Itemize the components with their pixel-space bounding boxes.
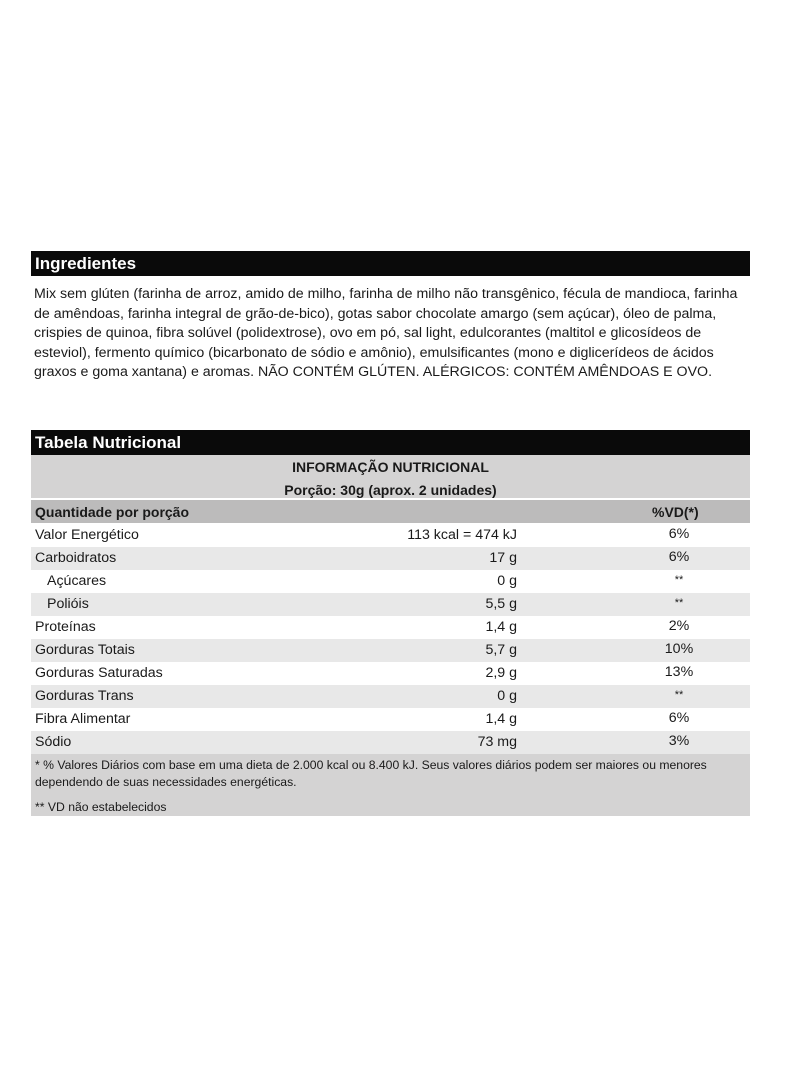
nutrient-name: Valor Energético [35,527,139,543]
nutrient-name: Carboidratos [35,550,117,566]
quantity-column-label: Quantidade por porção [35,504,190,520]
nutrient-name: Polióis [47,596,89,612]
table-row [31,570,750,593]
nutrient-amount: 5,5 g [485,596,517,612]
nutrient-amount: 73 mg [477,734,517,750]
nutrient-vd: 6% [668,710,690,726]
nutrient-amount: 1,4 g [485,711,517,727]
portion-size: Porção: 30g (aprox. 2 unidades) [284,482,497,498]
vd-column-label: %VD(*) [652,504,699,520]
footnote-daily-values: * % Valores Diários com base em uma dieta de 2.000 kcal ou 8.400 kJ. Seus valores diários podem ser maiores ou menores dependendo de suas necessidades energéticas. [35,758,707,789]
table-row [31,524,750,547]
nutrient-vd: ** [674,689,684,701]
table-row [31,547,750,570]
nutrient-vd: 6% [668,526,690,542]
nutrient-amount: 113 kcal = 474 kJ [407,527,517,543]
nutrient-vd: 10% [664,641,694,657]
nutrient-vd: ** [674,574,684,586]
footnote-vd-not-established: ** VD não estabelecidos [35,800,167,814]
nutrient-vd: 3% [668,733,690,749]
nutrient-vd: 2% [668,618,690,634]
nutrition-info-title: INFORMAÇÃO NUTRICIONAL [292,459,489,475]
footnotes [31,754,750,816]
nutrient-name: Fibra Alimentar [35,711,131,727]
nutrient-name: Sódio [35,734,72,750]
nutrient-amount: 1,4 g [485,619,517,635]
ingredients-text: Mix sem glúten (farinha de arroz, amido de milho, farinha de milho não transgênico, fécula de mandioca, farinha de amêndoas, farinha integral de grão-de-bico), gotas sabor chocolate amargo (sem açúcar), óleo de palma, crispies de quinoa, fibra solúvel (polidextrose), ovo em pó, sal light, edulcorantes (maltitol e glicosídeos de esteviol), fermento químico (bicarbonato de sódio e amônio), emulsificantes (mono e diglicerídeos de ácidos graxos e goma xantana) e aromas. NÃO CONTÉM GLÚTEN. ALÉRGICOS: CONTÉM AMÊNDOAS E OVO. [34,286,738,381]
nutrient-name: Gorduras Saturadas [35,665,163,681]
table-row [31,731,750,754]
table-row [31,593,750,616]
ingredients-heading: Ingredientes [31,251,750,276]
table-row [31,616,750,639]
nutrient-amount: 17 g [489,550,517,566]
nutrient-amount: 5,7 g [485,642,517,658]
nutrition-column-header [31,500,750,523]
nutrient-name: Gorduras Trans [35,688,134,704]
nutrient-amount: 2,9 g [485,665,517,681]
nutrient-vd: 13% [664,664,694,680]
table-row [31,685,750,708]
nutrient-amount: 0 g [497,688,517,704]
nutrient-name: Proteínas [35,619,96,635]
nutrition-table-heading: Tabela Nutricional [31,430,750,455]
nutrition-info-box [31,455,750,498]
nutrient-vd: ** [674,597,684,609]
nutrient-amount: 0 g [497,573,517,589]
nutrient-vd: 6% [668,549,690,565]
table-row [31,708,750,731]
table-row [31,662,750,685]
nutrient-name: Gorduras Totais [35,642,135,658]
table-row [31,639,750,662]
nutrient-name: Açúcares [47,573,107,589]
nutrition-rows [31,524,750,754]
